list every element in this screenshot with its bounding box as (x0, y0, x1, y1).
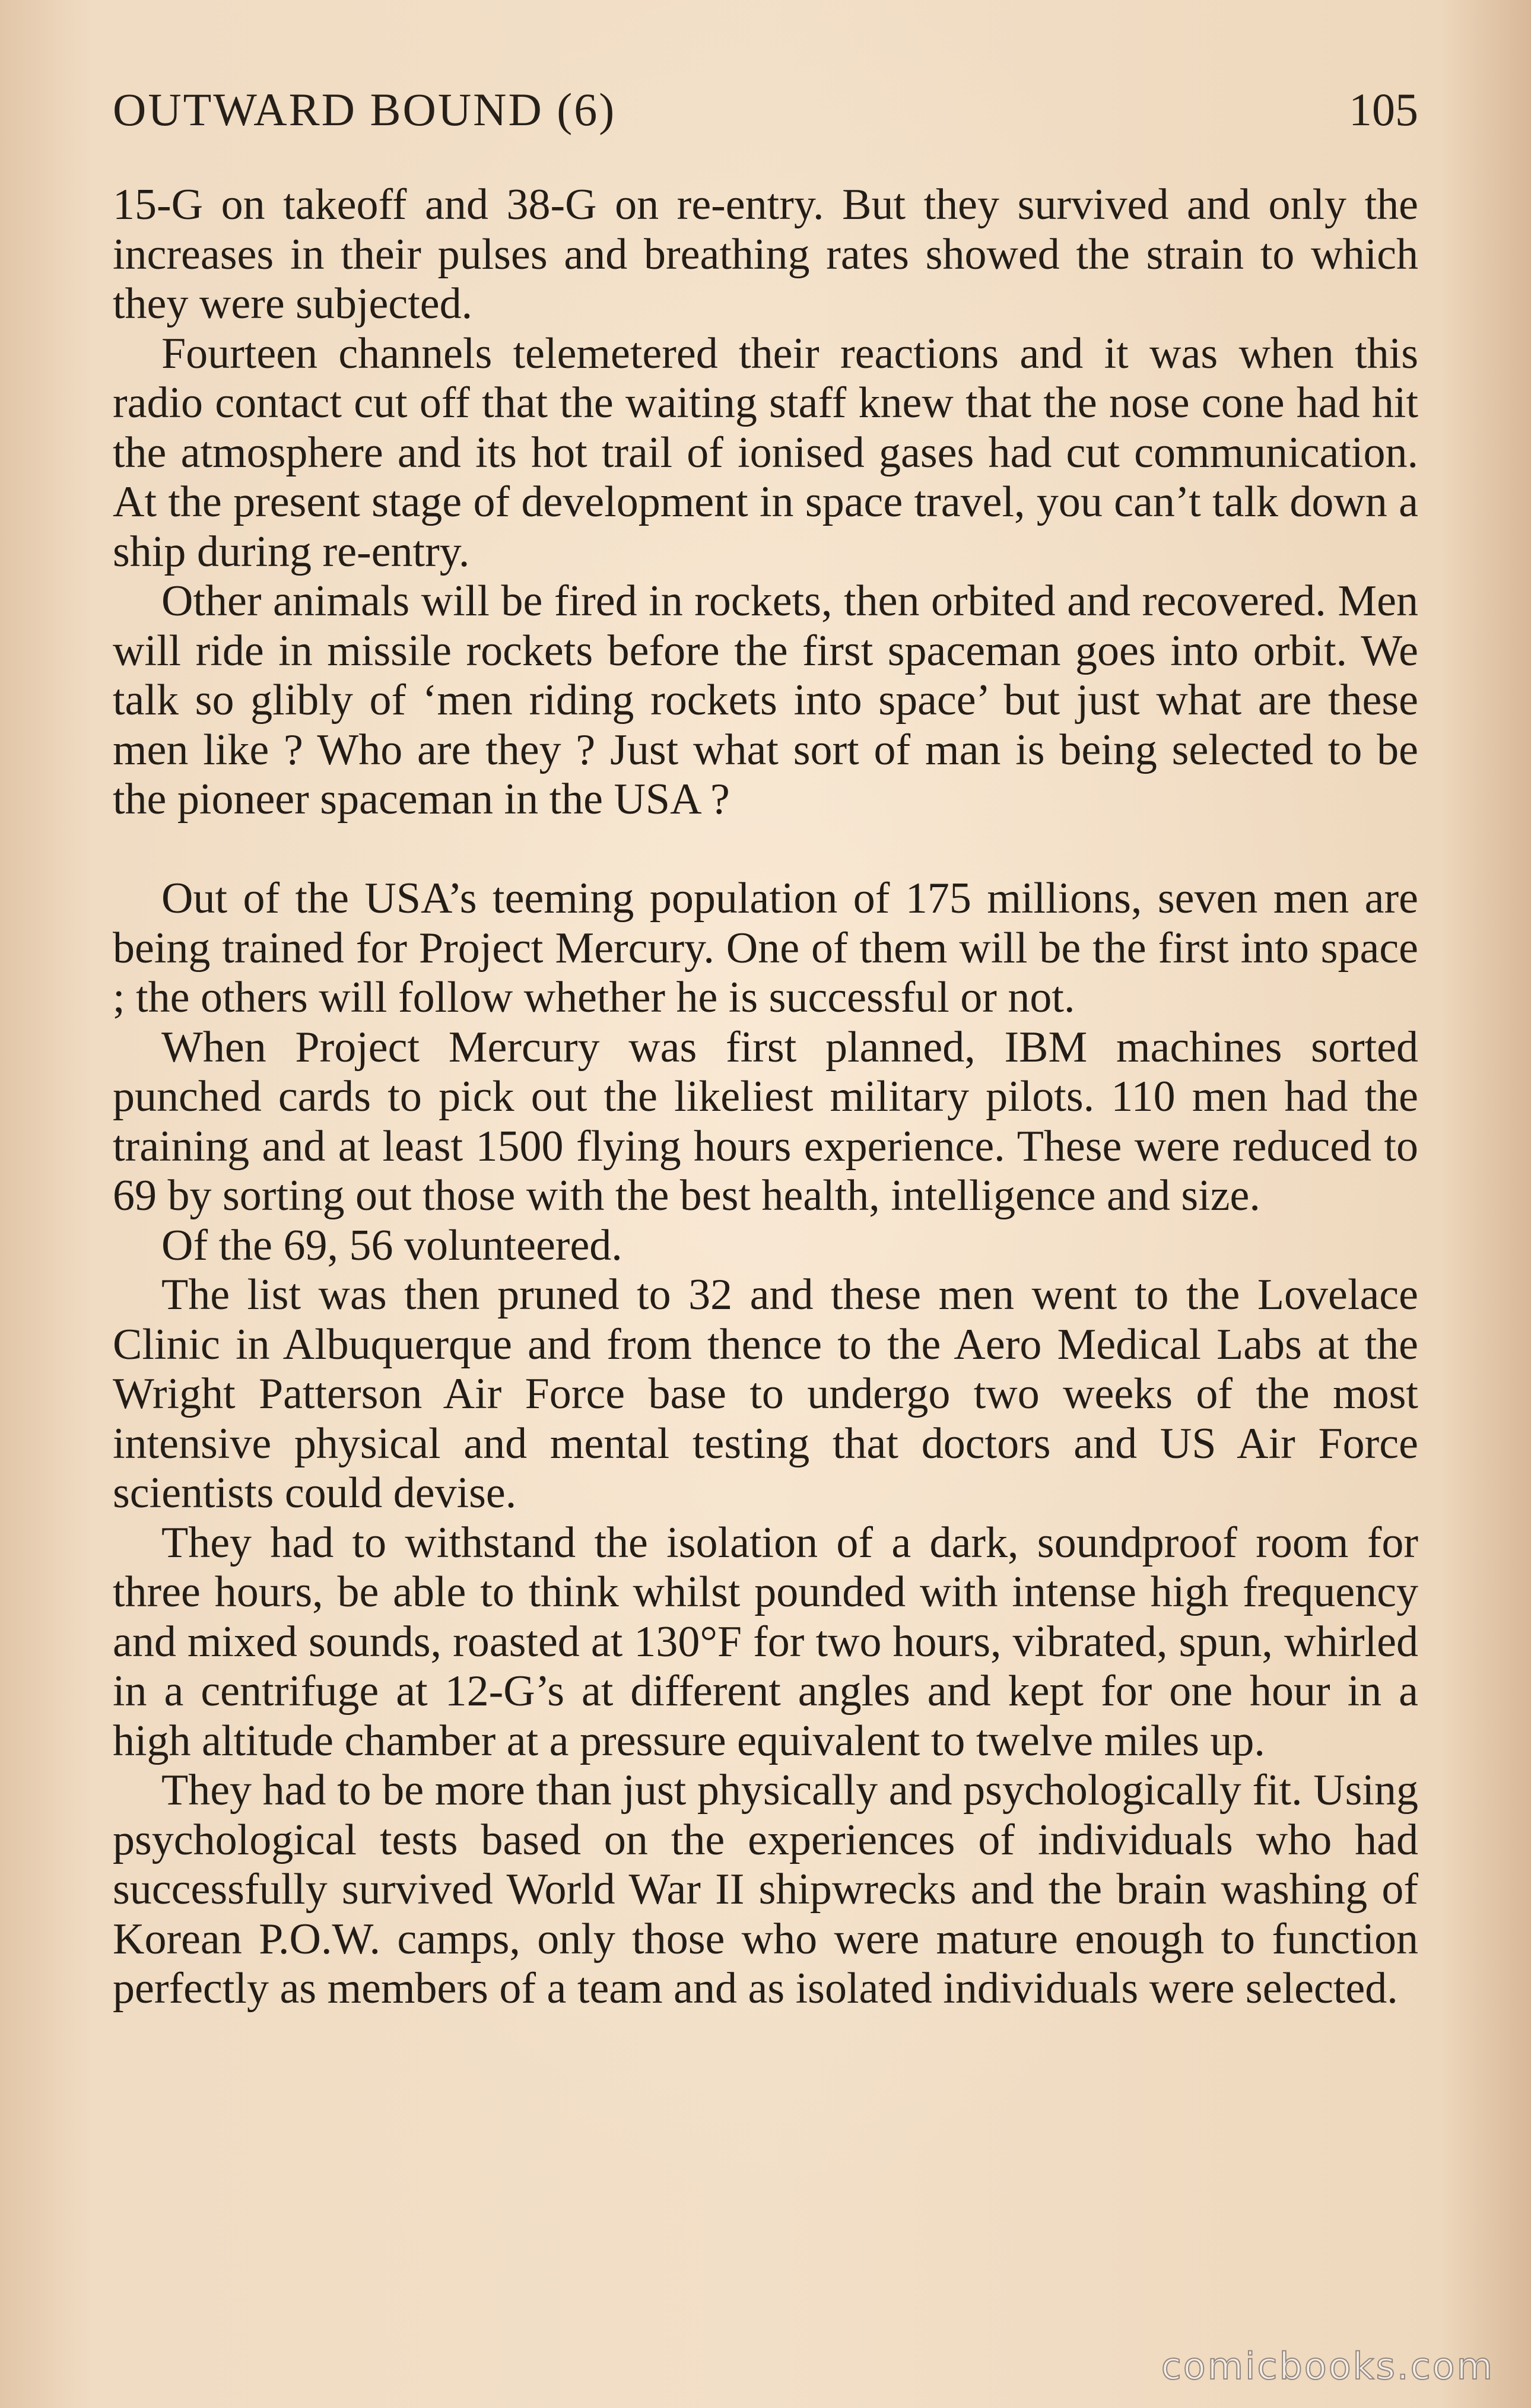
running-head: OUTWARD BOUND (6) (113, 84, 617, 135)
paragraph: 15-G on takeoff and 38-G on re-entry. But they survived and only the increases in their pulses and breathing rates showed the strain to which they were subjected. (113, 180, 1418, 328)
watermark: comicbooks.com (1161, 2345, 1494, 2388)
paragraph: They had to withstand the isolation of a dark, soundproof room for three hours, be able to think whilst pounded with intense high frequency and mixed sounds, roasted at 130°F for two hours, vibrated, spun, whirled in a centrifuge at 12-G’s at different angles and kept for one hour in a high altitude chamber at a pressure equivalent to twelve miles up. (113, 1518, 1418, 1765)
paragraph: Other animals will be fired in rockets, then orbited and recovered. Men will ride in missile rockets before the first spaceman goes into orbit. We talk so glibly of ‘men riding rockets into space’ but just what are these men like ? Who are they ? Just what sort of man is being selected to be the pioneer spaceman in the USA ? (113, 577, 1418, 824)
paragraph: The list was then pruned to 32 and these men went to the Lovelace Clinic in Albuquerque and from thence to the Aero Medical Labs at the Wright Patterson Air Force base to undergo two weeks of the most intensive physical and mental testing that doctors and US Air Force scientists could devise. (113, 1270, 1418, 1517)
page-header (113, 77, 1418, 142)
paragraph: Out of the USA’s teeming population of 175 millions, seven men are being trained for Project Mercury. One of them will be the first into space ; the others will follow whether he is successful or not. (113, 874, 1418, 1022)
body-text (113, 180, 1418, 2014)
paragraph: Fourteen channels telemetered their reactions and it was when this radio contact cut off that the waiting staff knew that the nose cone had hit the atmosphere and its hot trail of ionised gases had cut communication. At the present stage of development in space travel, you can’t talk down a ship during re-entry. (113, 329, 1418, 576)
page-number: 105 (1349, 84, 1418, 135)
paragraph: When Project Mercury was first planned, IBM machines sorted punched cards to pick out the likeliest military pilots. 110 men had the training and at least 1500 flying hours experience. These were reduced to 69 by sorting out those with the best health, intelligence and size. (113, 1022, 1418, 1220)
paragraph: They had to be more than just physically and psychologically fit. Using psychological tests based on the experiences of individuals who had successfully survived World War II shipwrecks and the brain washing of Korean P.O.W. camps, only those who were mature enough to function perfectly as members of a team and as isolated individuals were selected. (113, 1766, 1418, 2013)
paragraph: Of the 69, 56 volunteered. (161, 1221, 622, 1270)
section-break (113, 825, 1418, 875)
